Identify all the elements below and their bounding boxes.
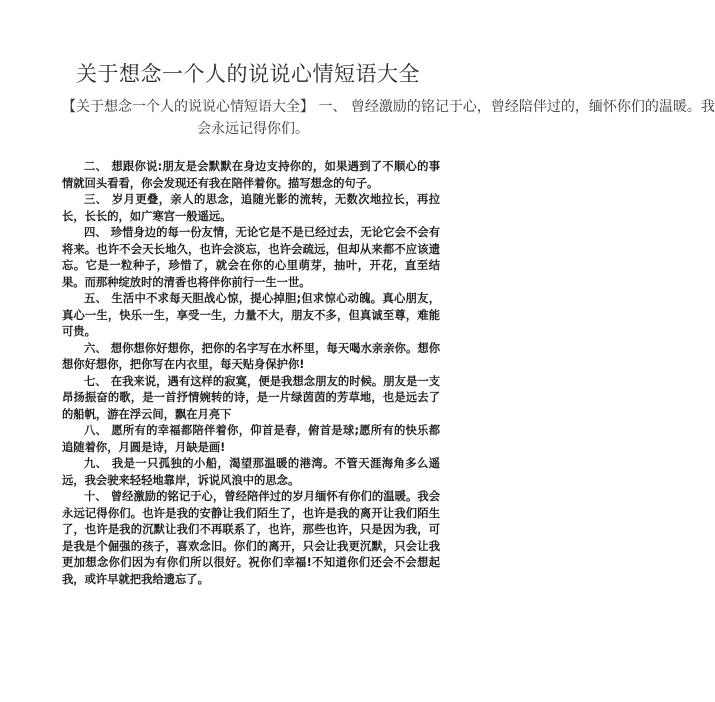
paragraph-6: 六、 想你想你好想你，把你的名字写在水杯里，每天喝水亲亲你。想你想你好想你，把你写在内衣里，每天贴身保护你! [62, 341, 440, 371]
paragraph-5: 五、 生活中不求每天胆战心惊，提心掉胆;但求惊心动魄。真心朋友，真心一生，快乐一生，享受一生，力量不大，朋友不多，但真诚至尊，难能可贵。 [62, 292, 440, 338]
paragraph-2: 二、 想跟你说:朋友是会默默在身边支持你的，如果遇到了不顺心的事情就回头看看，你会发现还有我在陪伴着你。描写想念的句子。 [62, 160, 440, 190]
intro-line-2: 会永远记得你们。 [197, 121, 309, 137]
paragraph-4: 四、 珍惜身边的每一份友情，无论它是不是已经过去，无论它会不会有将来。也许不会天长地久，也许会淡忘，也许会疏远，但却从来都不应该遗忘。它是一粒种子，珍惜了，就会在你的心里萌芽，抽叶，开花，直至结果。而那种绽放时的清香也将伴你前行一生一世。 [62, 226, 440, 289]
paragraph-8: 八、 愿所有的幸福都陪伴着你，仰首是春，俯首是球;愿所有的快乐都追随着你，月圆是诗，月缺是画! [62, 424, 440, 454]
paragraph-7: 七、 在我来说，遇有这样的寂寞，便是我想念朋友的时候。朋友是一支昂扬振奋的歌，是一首抒情婉转的诗，是一片绿茵茵的芳草地，也是远去了的船帆，游在浮云间，飘在月亮下 [62, 374, 440, 421]
paragraph-10: 十、 曾经激励的铭记于心，曾经陪伴过的岁月缅怀有你们的温暖。我会永远记得你们。也许是我的安静让我们陌生了，也许是我的离开让我们陌生了，也许是我的沉默让我们不再联系了，也许，那些也许，只是因为我，可是我是个倔强的孩子，喜欢念旧。你们的离开，只会让我更沉默，只会让我更加想念你们因为有你们所以很好。祝你们幸福!不知道你们还会不会想起我，或许早就把我给遗忘了。 [62, 490, 440, 586]
intro-paragraph [62, 96, 715, 140]
paragraph-9: 九、 我是一只孤独的小船，渴望那温暖的港湾。不管天涯海角多么遥远，我会驶来轻轻地靠岸，诉说风浪中的思念。 [62, 457, 440, 487]
document-title: 关于想念一个人的说说心情短语大全 [76, 62, 420, 86]
paragraph-3: 三、 岁月更叠，亲人的思念，追随光影的流转，无数次地拉长，再拉长，长长的，如广寒宫一般遥远。 [62, 193, 440, 223]
document-body [62, 159, 440, 588]
intro-line-1: 【关于想念一个人的说说心情短语大全】 一、 曾经激励的铭记于心，曾经陪伴过的，缅怀你们的温暖。我 [62, 99, 715, 115]
